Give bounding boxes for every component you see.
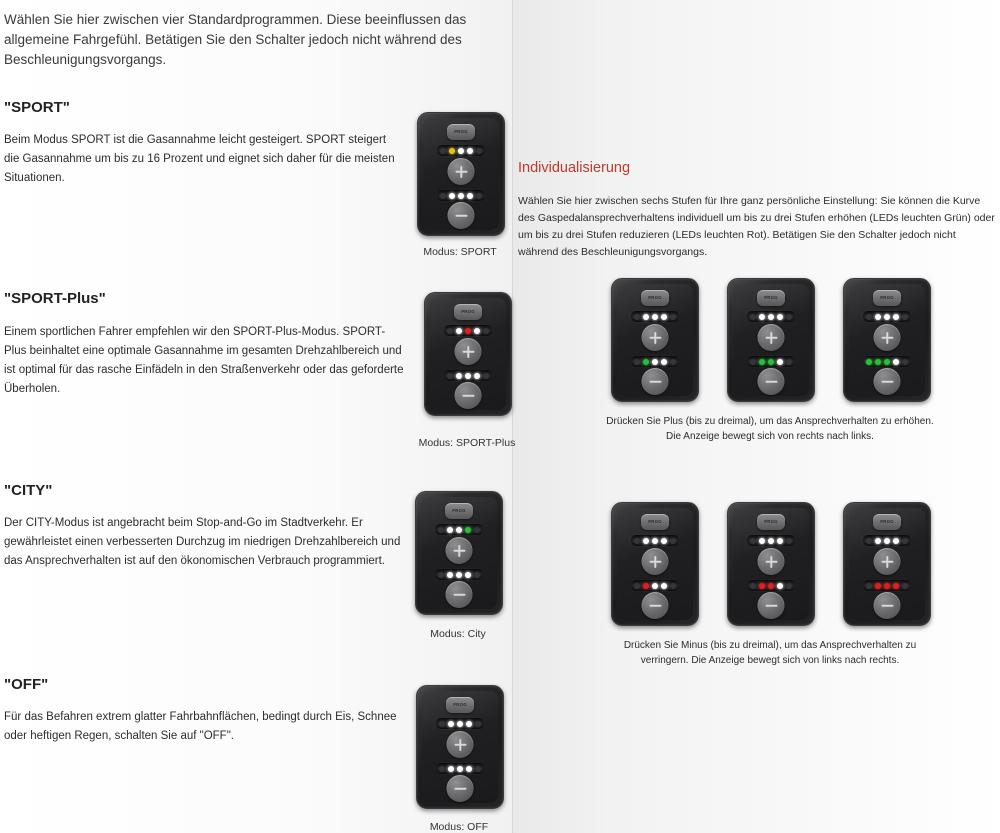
led-row-bottom [631, 580, 679, 591]
minus-button[interactable] [758, 592, 785, 619]
column-divider [512, 0, 513, 833]
led-1-off [634, 359, 640, 365]
led-2-green [643, 359, 649, 365]
prog-label: PROG [648, 295, 662, 300]
led-2-white [447, 572, 453, 578]
led-4-white [777, 583, 783, 589]
led-2-red [759, 583, 765, 589]
device-inner [617, 508, 693, 620]
prog-label: PROG [880, 519, 894, 524]
device-inner [733, 284, 809, 396]
led-2-white [875, 314, 881, 320]
led-row-top [436, 718, 484, 729]
led-3-white [652, 359, 658, 365]
device-sport-plus[interactable] [424, 292, 512, 416]
device-inner [421, 497, 497, 609]
led-3-white [458, 148, 464, 154]
led-row-bottom [863, 580, 911, 591]
led-5-off [483, 328, 489, 334]
led-row-bottom [747, 356, 795, 367]
section-body-sport: Beim Modus SPORT ist die Gasannahme leicht gesteigert. SPORT steigert die Gasannahme um bis zu 16 Prozent und eignet sich daher für die meisten Situationen. [4, 134, 395, 184]
prog-label: PROG [461, 309, 475, 314]
led-row-bottom [863, 356, 911, 367]
led-2-white [449, 193, 455, 199]
led-5-off [902, 583, 908, 589]
led-row-top [631, 311, 679, 322]
section-body-sport-plus: Einem sportlichen Fahrer empfehlen wir den SPORT-Plus-Modus. SPORT-Plus beinhaltet eine optimale Gasannahme im gesamten Drehzahlbereich und ist optimal für das rasche Einfädeln in den Straßenverkehr oder das geforderte Überholen. [4, 326, 404, 395]
led-4-white [465, 572, 471, 578]
led-2-red [875, 583, 881, 589]
minus-button[interactable] [642, 368, 669, 395]
plus-button[interactable] [642, 548, 669, 575]
device-plus-1[interactable] [611, 278, 699, 402]
led-4-white [661, 538, 667, 544]
led-1-off [866, 538, 872, 544]
caption-sport: Modus: SPORT [423, 246, 497, 258]
minus-button[interactable] [874, 592, 901, 619]
led-4-white [893, 314, 899, 320]
led-5-off [786, 583, 792, 589]
device-inner [849, 508, 925, 620]
prog-icon [873, 514, 901, 530]
led-row-bottom [444, 370, 492, 381]
led-3-green [884, 359, 890, 365]
prog-label: PROG [453, 702, 467, 707]
led-5-off [670, 583, 676, 589]
device-inner [430, 298, 506, 410]
led-4-white [661, 583, 667, 589]
led-row-bottom [747, 580, 795, 591]
individualization-title: Individualisierung [518, 160, 631, 176]
minus-button[interactable] [455, 382, 482, 409]
device-plus-2[interactable] [727, 278, 815, 402]
plus-button[interactable] [455, 338, 482, 365]
led-1-off [866, 314, 872, 320]
led-2-white [456, 373, 462, 379]
led-4-white [466, 721, 472, 727]
led-4-red [893, 583, 899, 589]
led-2-white [643, 538, 649, 544]
caption-sport-plus: Modus: SPORT-Plus [418, 437, 516, 449]
led-3-white [456, 527, 462, 533]
minus-button[interactable] [446, 581, 473, 608]
led-5-off [670, 359, 676, 365]
caption-off: Modus: OFF [429, 821, 489, 833]
led-3-white [884, 538, 890, 544]
prog-icon [446, 697, 474, 713]
device-off[interactable] [416, 685, 504, 809]
led-row-bottom [435, 569, 483, 580]
led-4-white [777, 314, 783, 320]
plus-button[interactable] [758, 324, 785, 351]
minus-button[interactable] [874, 368, 901, 395]
led-5-off [483, 373, 489, 379]
led-2-green [759, 359, 765, 365]
led-1-off [750, 314, 756, 320]
caption-city: Modus: City [430, 628, 486, 640]
led-2-white [456, 328, 462, 334]
led-5-off [475, 766, 481, 772]
led-2-white [875, 538, 881, 544]
led-1-off [634, 538, 640, 544]
minus-button[interactable] [447, 775, 474, 802]
led-row-top [747, 311, 795, 322]
prog-icon [445, 503, 473, 519]
led-4-white [474, 373, 480, 379]
led-row-bottom [631, 356, 679, 367]
led-3-white [768, 538, 774, 544]
plus-button[interactable] [448, 158, 475, 185]
led-1-off [634, 583, 640, 589]
led-row-top [863, 311, 911, 322]
device-plus-3[interactable] [843, 278, 931, 402]
led-4-white [467, 148, 473, 154]
prog-icon [447, 124, 475, 140]
device-inner [423, 118, 499, 230]
led-4-white [466, 766, 472, 772]
minus-hint: Drücken Sie Minus (bis zu dreimal), um das Ansprechverhalten zu verringern. Die Anzeige bewegt sich von links nach rechts. [623, 640, 917, 666]
led-2-red [643, 583, 649, 589]
led-4-white [777, 359, 783, 365]
led-4-white [777, 538, 783, 544]
led-row-top [747, 535, 795, 546]
device-minus-2[interactable] [727, 502, 815, 626]
led-1-off [447, 328, 453, 334]
led-5-off [670, 314, 676, 320]
led-5-off [902, 538, 908, 544]
intro-text: Wählen Sie hier zwischen vier Standardprogrammen. Diese beeinflussen das allgemeine Fahrgefühl. Betätigen Sie den Schalter jedoch nicht während des Beschleunigungsvorgangs. [4, 12, 467, 67]
prog-icon [641, 514, 669, 530]
led-row-bottom [436, 763, 484, 774]
led-row-bottom [437, 190, 485, 201]
led-5-off [670, 538, 676, 544]
led-2-white [448, 721, 454, 727]
plus-button[interactable] [447, 731, 474, 758]
led-5-off [786, 359, 792, 365]
led-4-white [467, 193, 473, 199]
led-4-white [474, 328, 480, 334]
minus-button[interactable] [448, 202, 475, 229]
led-4-white [893, 538, 899, 544]
led-1-off [750, 583, 756, 589]
led-5-off [786, 538, 792, 544]
led-row-top [863, 535, 911, 546]
led-1-off [447, 373, 453, 379]
section-title-off: "OFF" [4, 676, 49, 693]
led-3-green [768, 359, 774, 365]
led-2-white [759, 538, 765, 544]
led-3-white [768, 314, 774, 320]
plus-button[interactable] [758, 548, 785, 575]
prog-icon [873, 290, 901, 306]
plus-hint: Drücken Sie Plus (bis zu dreimal), um das Ansprechverhalten zu erhöhen. Die Anzeige bewegt sich von rechts nach links. [606, 416, 934, 442]
led-1-off [750, 359, 756, 365]
led-5-off [476, 148, 482, 154]
led-5-off [902, 359, 908, 365]
led-4-green [465, 527, 471, 533]
led-2-yellow [449, 148, 455, 154]
section-title-sport: "SPORT" [4, 99, 70, 116]
led-3-white [652, 538, 658, 544]
led-2-white [447, 527, 453, 533]
device-city[interactable] [415, 491, 503, 615]
led-3-red [884, 583, 890, 589]
minus-button[interactable] [758, 368, 785, 395]
minus-button[interactable] [642, 592, 669, 619]
device-minus-1[interactable] [611, 502, 699, 626]
led-3-white [652, 583, 658, 589]
device-inner [422, 691, 498, 803]
led-4-white [661, 314, 667, 320]
led-4-white [893, 359, 899, 365]
prog-label: PROG [648, 519, 662, 524]
led-1-off [438, 572, 444, 578]
device-inner [617, 284, 693, 396]
section-title-city: "CITY" [4, 482, 53, 499]
led-2-white [643, 314, 649, 320]
prog-label: PROG [764, 295, 778, 300]
led-1-off [634, 314, 640, 320]
led-1-green [866, 359, 872, 365]
led-1-off [866, 583, 872, 589]
prog-icon [757, 290, 785, 306]
plus-button[interactable] [874, 548, 901, 575]
led-1-off [439, 721, 445, 727]
led-1-off [440, 148, 446, 154]
plus-button[interactable] [874, 324, 901, 351]
led-2-green [875, 359, 881, 365]
individualization-intro: Wählen Sie hier zwischen sechs Stufen für Ihre ganz persönliche Einstellung: Sie können die Kurve des Gaspedalansprechverhaltens individuell um bis zu drei Stufen erhöhen (LEDs leuchten Grün) oder um bis zu drei Stufen reduzieren (LEDs leuchten Rot). Betätigen Sie den Schalter jedoch nicht während des Beschleunigungsvorgangs. [518, 195, 995, 258]
device-sport[interactable] [417, 112, 505, 236]
section-title-sport-plus: "SPORT-Plus" [4, 290, 106, 307]
led-5-off [474, 527, 480, 533]
led-row-top [437, 145, 485, 156]
led-3-white [457, 721, 463, 727]
led-3-red [768, 583, 774, 589]
prog-label: PROG [764, 519, 778, 524]
device-inner [733, 508, 809, 620]
prog-icon [641, 290, 669, 306]
led-5-off [476, 193, 482, 199]
section-body-off: Für das Befahren extrem glatter Fahrbahnflächen, bedingt durch Eis, Schnee oder heftigen Regen, schalten Sie auf "OFF". [4, 711, 397, 742]
led-5-off [474, 572, 480, 578]
prog-label: PROG [880, 295, 894, 300]
led-1-off [439, 766, 445, 772]
section-body-city: Der CITY-Modus ist angebracht beim Stop-and-Go im Stadtverkehr. Er gewährleistet einen verbesserten Durchzug im niedrigen Drehzahlbereich und das Ansprechverhalten ist auf den ökonomischen Verbrauch programmiert. [4, 517, 401, 567]
led-3-white [465, 373, 471, 379]
led-row-top [444, 325, 492, 336]
led-3-white [458, 193, 464, 199]
led-3-white [456, 572, 462, 578]
led-2-white [448, 766, 454, 772]
led-5-off [786, 314, 792, 320]
prog-label: PROG [454, 129, 468, 134]
led-3-red [465, 328, 471, 334]
led-2-white [759, 314, 765, 320]
led-3-white [457, 766, 463, 772]
led-5-off [902, 314, 908, 320]
prog-icon [454, 304, 482, 320]
led-3-white [884, 314, 890, 320]
led-row-top [435, 524, 483, 535]
plus-button[interactable] [642, 324, 669, 351]
led-1-off [750, 538, 756, 544]
plus-button[interactable] [446, 537, 473, 564]
device-minus-3[interactable] [843, 502, 931, 626]
prog-label: PROG [452, 508, 466, 513]
led-1-off [438, 527, 444, 533]
led-4-white [661, 359, 667, 365]
prog-icon [757, 514, 785, 530]
led-1-off [440, 193, 446, 199]
led-row-top [631, 535, 679, 546]
led-3-white [652, 314, 658, 320]
led-5-off [475, 721, 481, 727]
device-inner [849, 284, 925, 396]
